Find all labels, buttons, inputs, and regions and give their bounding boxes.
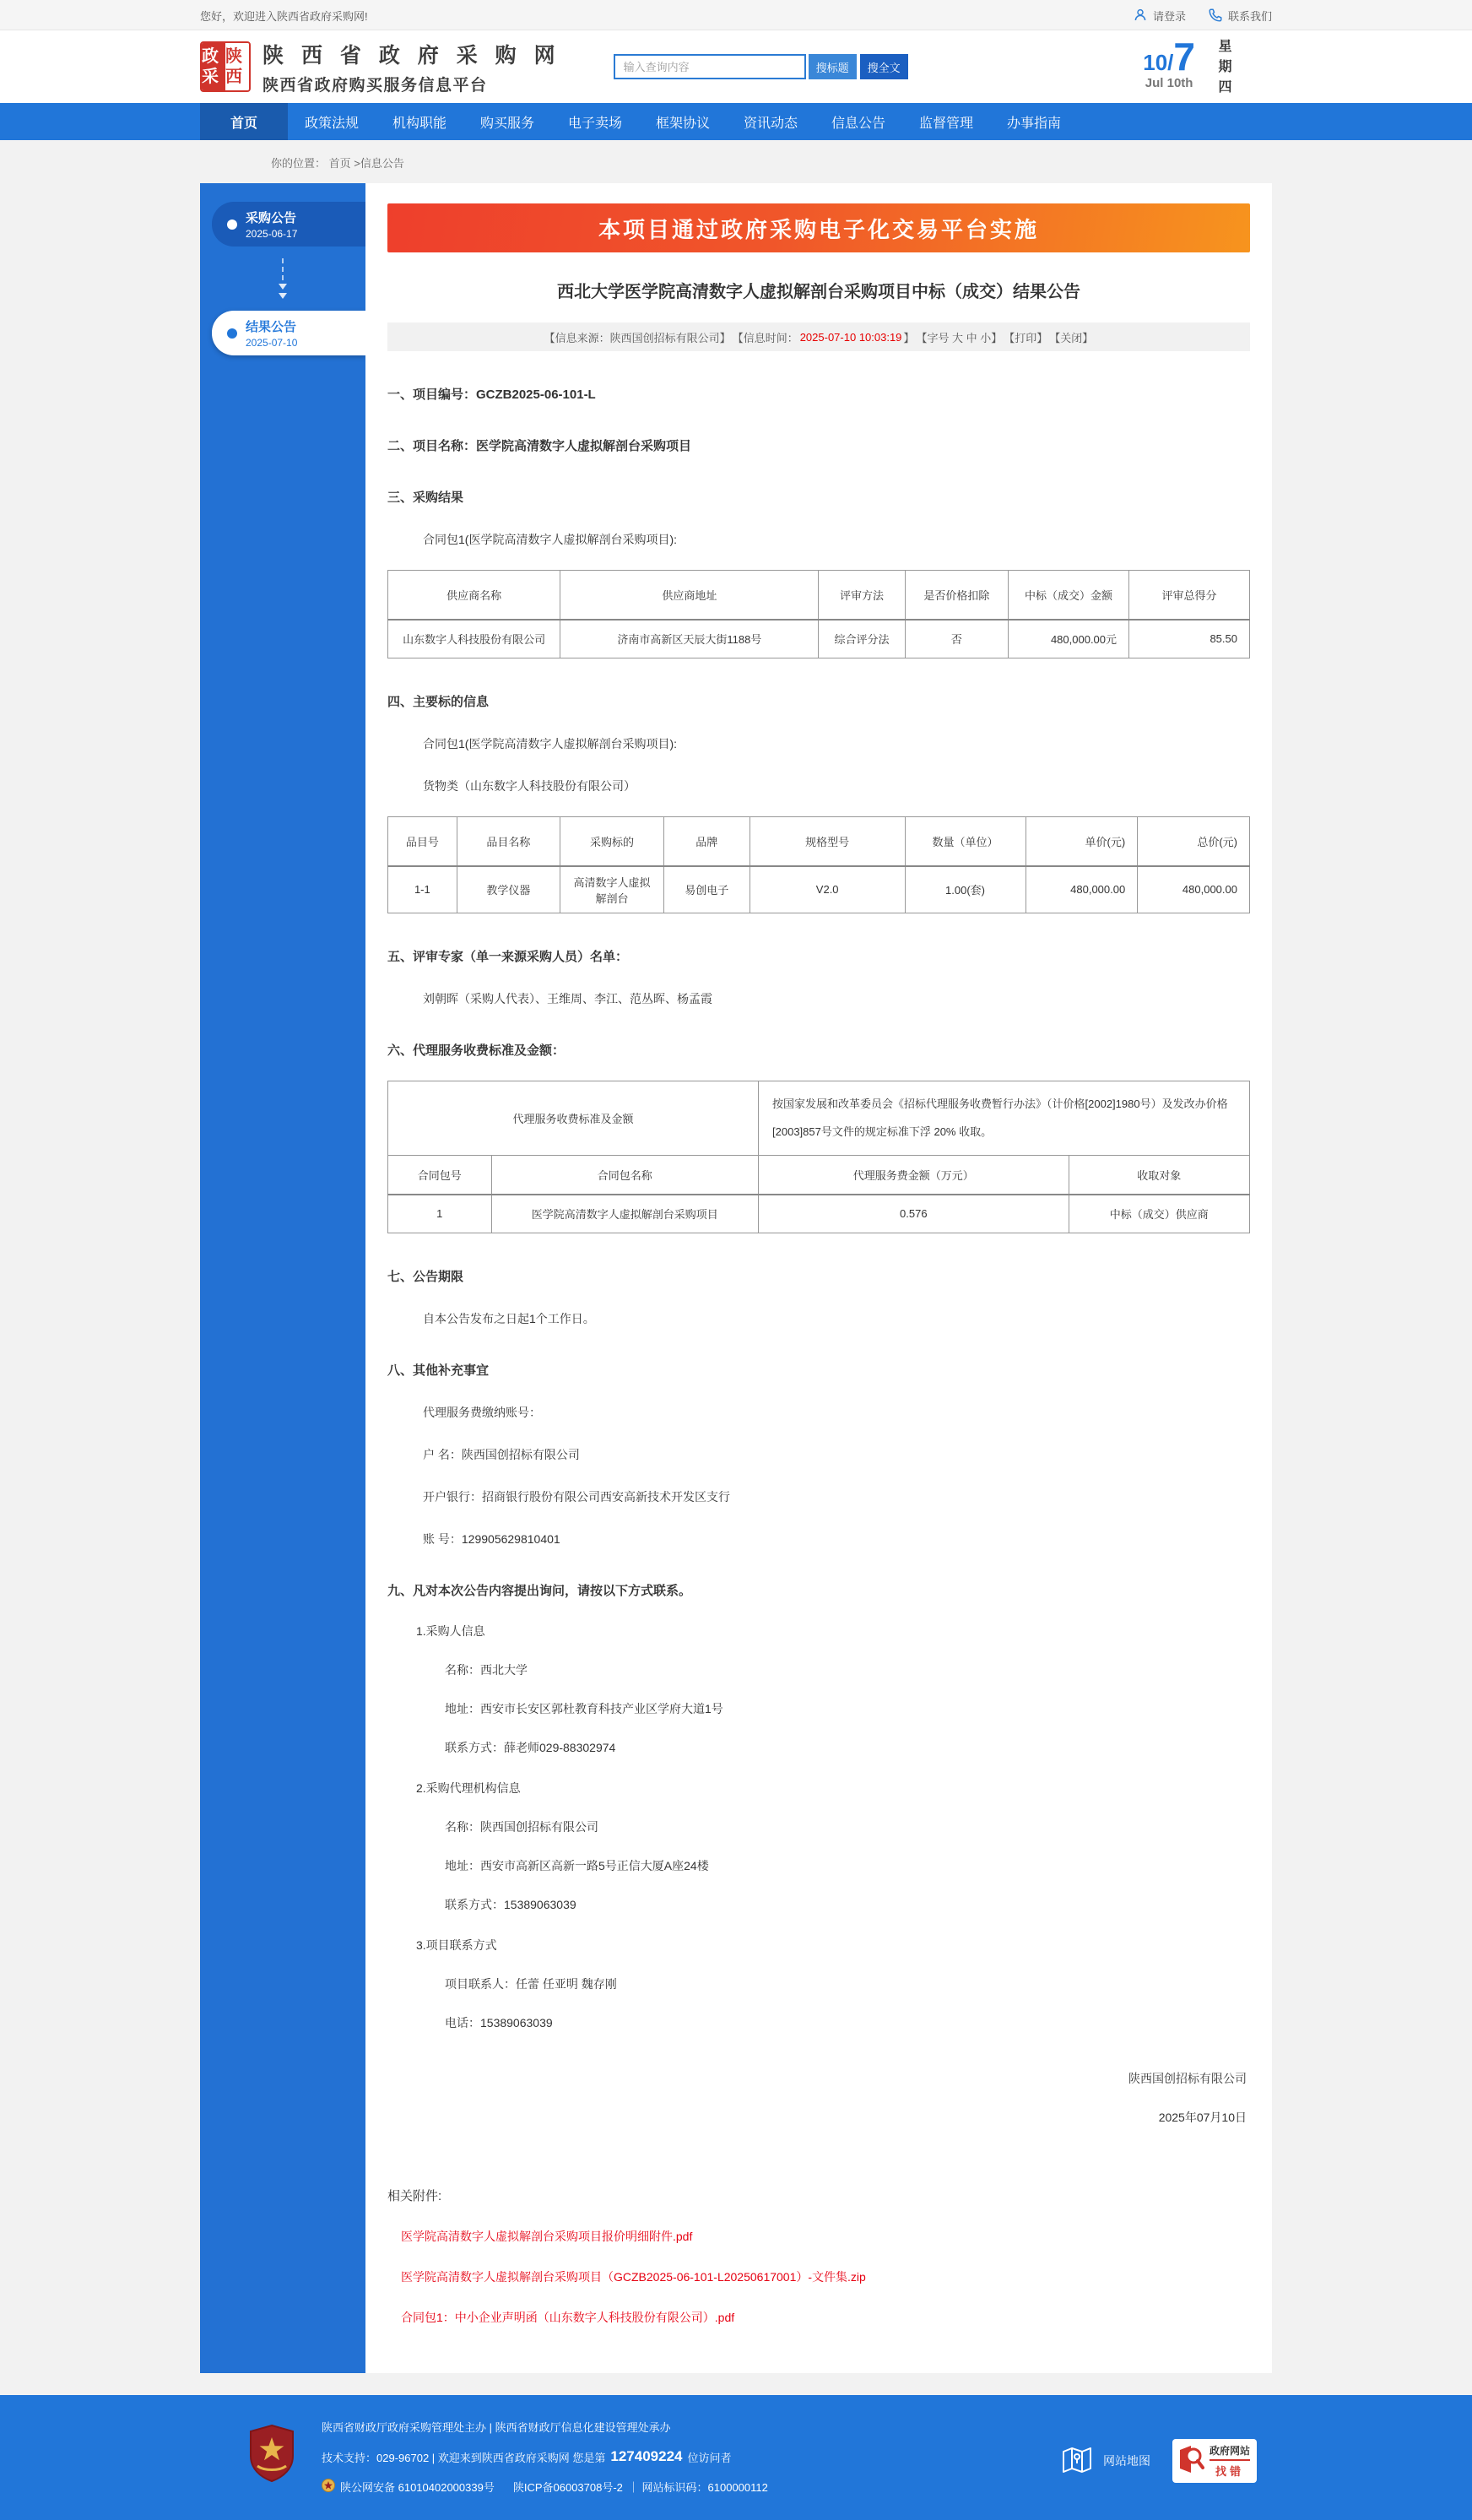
footer-visitor-suffix: 位访问者 [687, 2451, 732, 2464]
meta-source: 【信息来源：陕西国创招标有限公司】 [544, 331, 731, 344]
supplier-result-table [387, 570, 1250, 658]
nav-item-purchase-services[interactable]: 购买服务 [479, 116, 534, 131]
close-button[interactable]: 【关闭】 [1049, 331, 1094, 344]
table-cell: 山东数字人科技股份有限公司 [388, 620, 560, 658]
payment-account-label: 代理服务费缴纳账号： [423, 1406, 541, 1420]
breadcrumb-separator: > [354, 157, 360, 170]
timeline-dot-icon [227, 328, 237, 339]
logo-right-text: 陕西 [225, 43, 249, 90]
items-table [387, 816, 1250, 913]
table-header-cell: 合同包号 [388, 1156, 492, 1195]
attachment-link-sme-declaration-pdf[interactable]: 合同包1：中小企业声明函（山东数字人科技股份有限公司）.pdf [401, 2311, 735, 2325]
section-5-expert-names: 刘朝晖（采购人代表）、王维周、李江、范丛晖、杨孟霞 [423, 991, 712, 1005]
agency-contact: 联系方式：15389063039 [445, 1898, 576, 1912]
agency-name: 名称：陕西国创招标有限公司 [445, 1820, 598, 1834]
contact-label: 联系我们 [1227, 9, 1272, 23]
nav-item-home[interactable]: 首页 [200, 103, 288, 140]
sitemap-link[interactable] [1061, 2446, 1150, 2477]
police-badge-icon [322, 2479, 335, 2495]
breadcrumb-current: 信息公告 [360, 157, 404, 170]
beian-police-link[interactable]: 陕公网安备 61010402000339号 [340, 2481, 495, 2495]
section-2-project-name: 二、项目名称：医学院高清数字人虚拟解剖台采购项目 [387, 439, 692, 453]
nav-item-functions[interactable]: 机构职能 [392, 116, 446, 131]
date-english: Jul 10th [1145, 76, 1193, 90]
government-shield-icon [247, 2424, 296, 2487]
table-header-cell: 单价(元) [1026, 817, 1138, 866]
site-subtitle: 陕西省政府购买服务信息平台 [262, 76, 488, 95]
site-title: 陕 西 省 政 府 采 购 网 [262, 43, 561, 68]
badge-gov-site-label: 政府网站 [1210, 2443, 1250, 2461]
project-contact-persons: 项目联系人：任蕾 任亚明 魏存刚 [445, 1977, 617, 1992]
table-cell: 中标（成交）供应商 [1069, 1195, 1249, 1233]
agency-info-title: 2.采购代理机构信息 [416, 1781, 521, 1796]
phone-icon [1208, 8, 1223, 23]
search-input[interactable] [614, 54, 806, 79]
timeline-sidebar [200, 183, 365, 2373]
section-7-heading: 七、公告期限 [387, 1270, 464, 1285]
breadcrumb-home-link[interactable]: 首页 [328, 157, 351, 170]
visitor-count: 127409224 [610, 2448, 683, 2465]
section-3-package: 合同包1(医学院高清数字人虚拟解剖台采购项目): [423, 533, 677, 546]
site-logo [200, 41, 251, 92]
table-header-cell: 规格型号 [750, 817, 905, 866]
table-header-cell: 评审方法 [819, 571, 905, 620]
article-meta-bar [387, 322, 1250, 351]
gov-site-error-report-badge[interactable] [1172, 2439, 1257, 2483]
table-cell: 480,000.00 [1138, 866, 1250, 913]
footer [0, 2395, 1472, 2520]
table-cell: 否 [905, 620, 1009, 658]
table-cell: 1-1 [388, 866, 457, 913]
project-contact-title: 3.项目联系方式 [416, 1938, 497, 1953]
table-header-cell: 品目号 [388, 817, 457, 866]
nav-item-framework[interactable]: 框架协议 [655, 116, 710, 131]
table-cell: 济南市高新区天辰大街1188号 [560, 620, 819, 658]
login-link[interactable] [1133, 8, 1186, 24]
date-widget [1143, 34, 1272, 100]
table-cell: 医学院高清数字人虚拟解剖台采购项目 [491, 1195, 759, 1233]
table-cell: 1.00(套) [905, 866, 1026, 913]
footer-support-text: 技术支持：029-96702 | 欢迎来到陕西省政府采购网 您是第 [322, 2451, 606, 2464]
platform-banner: 本项目通过政府采购电子化交易平台实施 [387, 203, 1250, 252]
header [0, 30, 1472, 103]
account-number: 账 号：129905629810401 [423, 1532, 560, 1547]
agency-address: 地址：西安市高新区高新一路5号正信大厦A座24楼 [445, 1859, 709, 1873]
purchaser-address: 地址：西安市长安区郭杜教育科技产业区学府大道1号 [445, 1702, 723, 1716]
timeline-dot-icon [227, 219, 237, 230]
attachments-section [387, 2187, 1250, 2326]
section-4-package: 合同包1(医学院高清数字人虚拟解剖台采购项目): [423, 737, 677, 751]
section-6-heading: 六、代理服务收费标准及金额： [387, 1043, 566, 1058]
table-cell: 1 [388, 1195, 492, 1233]
article-content [365, 183, 1272, 2373]
timeline-arrow-icon [200, 258, 365, 299]
agency-fee-table [387, 1081, 1250, 1234]
breadcrumb-label: 你的位置： [271, 157, 327, 170]
nav-item-announcements[interactable]: 信息公告 [831, 116, 885, 131]
table-row [388, 1195, 1250, 1233]
table-header-cell: 代理服务费金额（万元） [759, 1156, 1069, 1195]
main-nav [0, 103, 1472, 140]
timeline-item-title: 采购公告 [246, 211, 297, 225]
font-size-control[interactable]: 【字号 大 中 小】 [916, 331, 1003, 344]
table-header-cell: 品目名称 [457, 817, 560, 866]
signature-company: 陕西国创招标有限公司 [1128, 2072, 1247, 2086]
sitemap-label: 网站地图 [1102, 2454, 1150, 2469]
section-3-heading: 三、采购结果 [387, 490, 464, 505]
table-header-cell: 收取对象 [1069, 1156, 1249, 1195]
table-header-cell: 供应商地址 [560, 571, 819, 620]
section-5-heading: 五、评审专家（单一来源采购人员）名单： [387, 949, 629, 964]
section-1-project-number: 一、项目编号：GCZB2025-06-101-L [387, 387, 596, 402]
beian-icp-link[interactable]: 陕ICP备06003708号-2 [512, 2481, 623, 2495]
footer-organizer-line: 陕西省财政厅政府采购管理处主办 | 陕西省财政厅信息化建设管理处承办 [322, 2421, 671, 2435]
meta-time-prefix: 【信息时间： [732, 331, 798, 344]
table-cell: 85.50 [1129, 620, 1250, 658]
section-7-body: 自本公告发布之日起1个工作日。 [423, 1312, 595, 1326]
table-header-cell: 评审总得分 [1129, 571, 1250, 620]
search-bar [614, 54, 908, 79]
meta-time: 2025-07-10 10:03:19 [799, 330, 902, 344]
table-header-cell: 中标（成交）金额 [1009, 571, 1129, 620]
table-cell: 480,000.00元 [1009, 620, 1129, 658]
section-8-heading: 八、其他补充事宜 [387, 1363, 490, 1379]
login-label: 请登录 [1152, 9, 1186, 23]
contact-link[interactable] [1208, 8, 1272, 24]
attachment-link-fileset-zip[interactable]: 医学院高清数字人虚拟解剖台采购项目（GCZB2025-06-101-L20250617001）-文件集.zip [401, 2270, 866, 2284]
nav-item-policies[interactable]: 政策法规 [304, 116, 359, 131]
table-cell: 480,000.00 [1026, 866, 1138, 913]
table-cell: V2.0 [750, 866, 905, 913]
site-id-text: ｜ 网站标识码：6100000112 [627, 2481, 768, 2495]
bank-name: 开户银行：招商银行股份有限公司西安高新技术开发区支行 [423, 1490, 730, 1504]
nav-item-e-mall[interactable]: 电子卖场 [567, 116, 622, 131]
signature-block [387, 2070, 1250, 2126]
section-9-heading: 九、凡对本次公告内容提出询问，请按以下方式联系。 [387, 1584, 692, 1599]
purchaser-contact: 联系方式：薛老师029-88302974 [445, 1741, 616, 1755]
table-header-cell: 供应商名称 [388, 571, 560, 620]
search-fulltext-button[interactable]: 搜全文 [860, 54, 908, 79]
table-row [388, 620, 1250, 658]
signature-date: 2025年07月10日 [1158, 2111, 1247, 2125]
map-icon [1061, 2446, 1093, 2477]
badge-find-error-label: 找错 [1215, 2465, 1244, 2479]
project-contact-phone: 电话：15389063039 [445, 2016, 553, 2030]
table-row [388, 866, 1250, 913]
nav-item-news[interactable]: 资讯动态 [743, 116, 798, 131]
attachment-link-quote-pdf[interactable]: 医学院高清数字人虚拟解剖台采购项目报价明细附件.pdf [401, 2230, 693, 2244]
date-separator: / [1167, 50, 1174, 75]
table-cell: 0.576 [759, 1195, 1069, 1233]
table-header-cell: 数量（单位） [905, 817, 1026, 866]
timeline-item-procurement-announcement[interactable] [212, 202, 365, 247]
date-month: 10 [1143, 50, 1168, 75]
welcome-text: 您好，欢迎进入陕西省政府采购网! [200, 9, 368, 23]
attachments-label: 相关附件: [387, 2189, 442, 2204]
timeline-item-date: 2025-07-10 [246, 337, 298, 349]
section-4-category: 货物类（山东数字人科技股份有限公司） [423, 779, 636, 793]
table-header-cell: 总价(元) [1138, 817, 1250, 866]
user-icon [1133, 8, 1148, 23]
table-header-cell: 品牌 [663, 817, 750, 866]
article-title: 西北大学医学院高清数字人虚拟解剖台采购项目中标（成交）结果公告 [557, 283, 1080, 301]
table-header-cell: 合同包名称 [491, 1156, 759, 1195]
purchaser-name: 名称：西北大学 [445, 1663, 528, 1677]
timeline-item-title: 结果公告 [246, 320, 297, 334]
search-title-button[interactable]: 搜标题 [809, 54, 857, 79]
table-cell: 代理服务收费标准及金额 [388, 1081, 759, 1156]
table-row [388, 1081, 1250, 1156]
nav-item-supervision[interactable]: 监督管理 [918, 116, 973, 131]
section-4-heading: 四、主要标的信息 [387, 695, 490, 709]
magnifier-icon [1179, 2445, 1204, 2478]
breadcrumb [0, 140, 1472, 183]
logo-left-text: 政采 [202, 43, 225, 90]
purchaser-info-title: 1.采购人信息 [416, 1624, 485, 1639]
table-cell: 按国家发展和改革委员会《招标代理服务收费暂行办法》（计价格[2002]1980号）及发改办价格[2003]857号文件的规定标准下浮 20% 收取。 [759, 1081, 1250, 1156]
timeline-item-date: 2025-06-17 [246, 228, 298, 240]
table-header-cell: 采购标的 [560, 817, 664, 866]
topbar [0, 0, 1472, 30]
table-cell: 综合评分法 [819, 620, 905, 658]
date-day: 7 [1173, 35, 1195, 79]
table-cell: 教学仪器 [457, 866, 560, 913]
main-area [0, 183, 1472, 2373]
meta-time-suffix: 】 [903, 331, 915, 344]
weekday-text: 星期四 [1216, 39, 1231, 100]
print-button[interactable]: 【打印】 [1004, 331, 1048, 344]
account-name: 户 名：陕西国创招标有限公司 [423, 1448, 580, 1462]
table-cell: 高清数字人虚拟解剖台 [560, 866, 664, 913]
table-header-cell: 是否价格扣除 [905, 571, 1009, 620]
table-cell: 易创电子 [663, 866, 750, 913]
nav-item-guide[interactable]: 办事指南 [1006, 116, 1061, 131]
timeline-item-result-announcement[interactable] [212, 311, 365, 355]
table-row [388, 1156, 1250, 1195]
